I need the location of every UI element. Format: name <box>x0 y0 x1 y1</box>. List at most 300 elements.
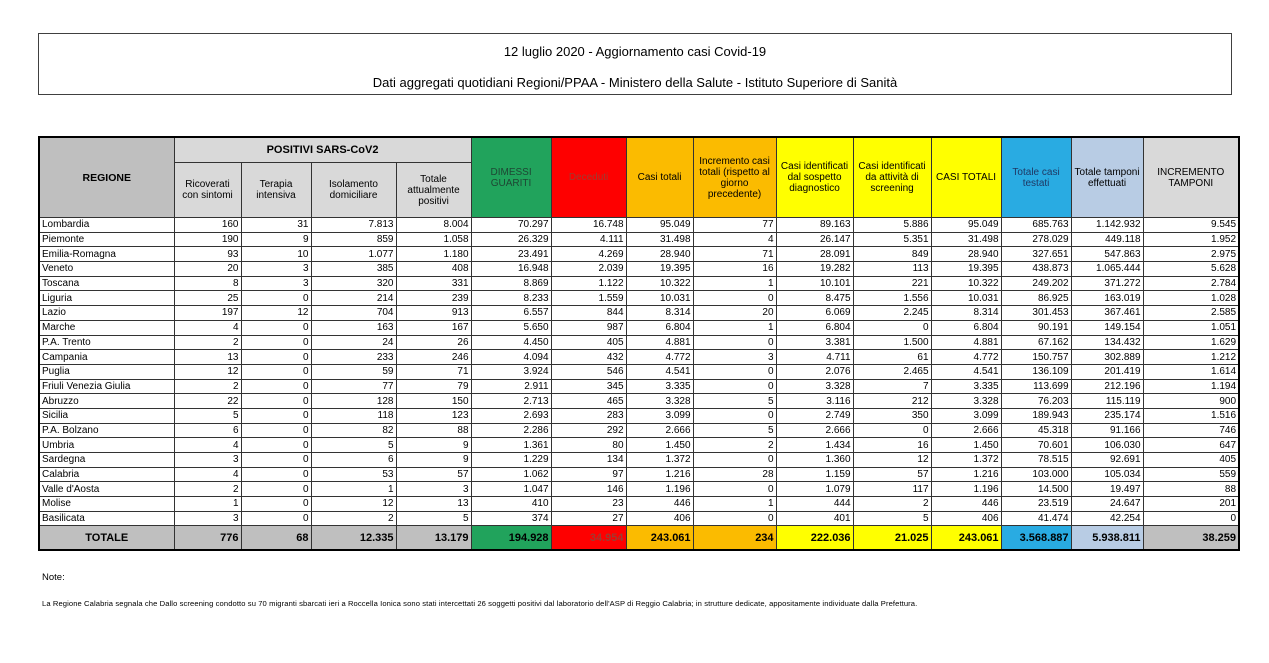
notes-heading: Note: <box>42 572 65 583</box>
value-cell: 3.924 <box>471 364 551 379</box>
value-cell: 26.329 <box>471 232 551 247</box>
value-cell: 1.500 <box>853 335 931 350</box>
value-cell: 1.229 <box>471 453 551 468</box>
value-cell: 61 <box>853 350 931 365</box>
value-cell: 900 <box>1143 394 1239 409</box>
totals-label: TOTALE <box>39 526 174 551</box>
value-cell: 0 <box>241 453 311 468</box>
total-value-cell: 243.061 <box>626 526 693 551</box>
value-cell: 0 <box>853 423 931 438</box>
value-cell: 1.216 <box>931 467 1001 482</box>
value-cell: 6 <box>311 453 396 468</box>
value-cell: 249.202 <box>1001 276 1071 291</box>
value-cell: 233 <box>311 350 396 365</box>
col-header-totale-tamponi: Totale tamponi effettuati <box>1071 137 1143 218</box>
value-cell: 465 <box>551 394 626 409</box>
col-header-casi-sospetto-diagnostico: Casi identificati dal sospetto diagnostico <box>776 137 853 218</box>
value-cell: 1.629 <box>1143 335 1239 350</box>
value-cell: 3.099 <box>626 408 693 423</box>
value-cell: 71 <box>693 247 776 262</box>
value-cell: 97 <box>551 467 626 482</box>
value-cell: 2.911 <box>471 379 551 394</box>
value-cell: 2 <box>693 438 776 453</box>
value-cell: 24.647 <box>1071 497 1143 512</box>
value-cell: 5.650 <box>471 320 551 335</box>
value-cell: 113.699 <box>1001 379 1071 394</box>
value-cell: 115.119 <box>1071 394 1143 409</box>
region-name: Calabria <box>39 467 174 482</box>
table-row <box>39 306 1239 321</box>
total-value-cell: 776 <box>174 526 241 551</box>
value-cell: 350 <box>853 408 931 423</box>
value-cell: 13 <box>174 350 241 365</box>
value-cell: 1.614 <box>1143 364 1239 379</box>
value-cell: 12 <box>241 306 311 321</box>
value-cell: 292 <box>551 423 626 438</box>
value-cell: 6.557 <box>471 306 551 321</box>
value-cell: 4.772 <box>626 350 693 365</box>
value-cell: 3.381 <box>776 335 853 350</box>
table-row <box>39 467 1239 482</box>
value-cell: 20 <box>174 262 241 277</box>
value-cell: 57 <box>853 467 931 482</box>
value-cell: 559 <box>1143 467 1239 482</box>
table-row <box>39 276 1239 291</box>
total-value-cell: 12.335 <box>311 526 396 551</box>
table-row <box>39 320 1239 335</box>
value-cell: 0 <box>693 335 776 350</box>
value-cell: 4.094 <box>471 350 551 365</box>
value-cell: 19.282 <box>776 262 853 277</box>
value-cell: 987 <box>551 320 626 335</box>
value-cell: 6 <box>174 423 241 438</box>
region-name: Toscana <box>39 276 174 291</box>
table-row <box>39 379 1239 394</box>
value-cell: 3.328 <box>626 394 693 409</box>
value-cell: 31.498 <box>626 232 693 247</box>
value-cell: 42.254 <box>1071 511 1143 526</box>
value-cell: 0 <box>241 482 311 497</box>
value-cell: 128 <box>311 394 396 409</box>
value-cell: 449.118 <box>1071 232 1143 247</box>
value-cell: 163 <box>311 320 396 335</box>
value-cell: 2 <box>174 482 241 497</box>
value-cell: 6.069 <box>776 306 853 321</box>
region-name: Puglia <box>39 364 174 379</box>
col-group-positivi-sars-cov2: POSITIVI SARS-CoV2 <box>174 137 471 163</box>
value-cell: 1.450 <box>931 438 1001 453</box>
table-row <box>39 218 1239 233</box>
value-cell: 647 <box>1143 438 1239 453</box>
value-cell: 31 <box>241 218 311 233</box>
value-cell: 331 <box>396 276 471 291</box>
value-cell: 150.757 <box>1001 350 1071 365</box>
total-value-cell: 3.568.887 <box>1001 526 1071 551</box>
value-cell: 408 <box>396 262 471 277</box>
value-cell: 1.360 <box>776 453 853 468</box>
value-cell: 190 <box>174 232 241 247</box>
value-cell: 3 <box>396 482 471 497</box>
value-cell: 2.749 <box>776 408 853 423</box>
col-header-casi-totali-caps: CASI TOTALI <box>931 137 1001 218</box>
value-cell: 2.245 <box>853 306 931 321</box>
value-cell: 105.034 <box>1071 467 1143 482</box>
value-cell: 432 <box>551 350 626 365</box>
value-cell: 1.180 <box>396 247 471 262</box>
value-cell: 1 <box>311 482 396 497</box>
value-cell: 10.322 <box>931 276 1001 291</box>
value-cell: 8.004 <box>396 218 471 233</box>
value-cell: 0 <box>241 364 311 379</box>
value-cell: 117 <box>853 482 931 497</box>
value-cell: 405 <box>551 335 626 350</box>
table-row <box>39 408 1239 423</box>
value-cell: 0 <box>241 394 311 409</box>
value-cell: 0 <box>241 511 311 526</box>
value-cell: 150 <box>396 394 471 409</box>
value-cell: 80 <box>551 438 626 453</box>
value-cell: 134.432 <box>1071 335 1143 350</box>
value-cell: 2 <box>311 511 396 526</box>
region-name: P.A. Trento <box>39 335 174 350</box>
table-row <box>39 394 1239 409</box>
value-cell: 0 <box>241 379 311 394</box>
value-cell: 82 <box>311 423 396 438</box>
value-cell: 12 <box>311 497 396 512</box>
value-cell: 1.058 <box>396 232 471 247</box>
value-cell: 25 <box>174 291 241 306</box>
value-cell: 95.049 <box>626 218 693 233</box>
value-cell: 235.174 <box>1071 408 1143 423</box>
value-cell: 134 <box>551 453 626 468</box>
value-cell: 1.559 <box>551 291 626 306</box>
value-cell: 95.049 <box>931 218 1001 233</box>
region-name: Umbria <box>39 438 174 453</box>
value-cell: 113 <box>853 262 931 277</box>
value-cell: 1.159 <box>776 467 853 482</box>
table-row <box>39 364 1239 379</box>
value-cell: 6.804 <box>776 320 853 335</box>
value-cell: 1.434 <box>776 438 853 453</box>
value-cell: 1.028 <box>1143 291 1239 306</box>
report-title: 12 luglio 2020 - Aggiornamento casi Covid-19 <box>503 44 767 59</box>
region-name: Valle d'Aosta <box>39 482 174 497</box>
value-cell: 3.328 <box>931 394 1001 409</box>
value-cell: 4.111 <box>551 232 626 247</box>
value-cell: 136.109 <box>1001 364 1071 379</box>
value-cell: 1.556 <box>853 291 931 306</box>
value-cell: 1 <box>693 276 776 291</box>
region-name: Molise <box>39 497 174 512</box>
total-value-cell: 13.179 <box>396 526 471 551</box>
value-cell: 1.196 <box>931 482 1001 497</box>
value-cell: 1.196 <box>626 482 693 497</box>
value-cell: 14.500 <box>1001 482 1071 497</box>
value-cell: 16.948 <box>471 262 551 277</box>
table-row <box>39 482 1239 497</box>
value-cell: 4.881 <box>931 335 1001 350</box>
value-cell: 9 <box>241 232 311 247</box>
col-header-dimessi-guariti: DIMESSI GUARITI <box>471 137 551 218</box>
value-cell: 278.029 <box>1001 232 1071 247</box>
value-cell: 59 <box>311 364 396 379</box>
value-cell: 7.813 <box>311 218 396 233</box>
value-cell: 1.122 <box>551 276 626 291</box>
value-cell: 2.585 <box>1143 306 1239 321</box>
value-cell: 19.395 <box>931 262 1001 277</box>
value-cell: 547.863 <box>1071 247 1143 262</box>
region-name: Lombardia <box>39 218 174 233</box>
value-cell: 106.030 <box>1071 438 1143 453</box>
value-cell: 2.666 <box>626 423 693 438</box>
value-cell: 4.711 <box>776 350 853 365</box>
value-cell: 704 <box>311 306 396 321</box>
value-cell: 367.461 <box>1071 306 1143 321</box>
value-cell: 28.091 <box>776 247 853 262</box>
value-cell: 0 <box>241 408 311 423</box>
value-cell: 10 <box>241 247 311 262</box>
region-name: Liguria <box>39 291 174 306</box>
col-header-totale-attualmente-positivi: Totale attualmente positivi <box>396 163 471 218</box>
value-cell: 24 <box>311 335 396 350</box>
value-cell: 844 <box>551 306 626 321</box>
value-cell: 5.628 <box>1143 262 1239 277</box>
value-cell: 23.519 <box>1001 497 1071 512</box>
value-cell: 6.804 <box>931 320 1001 335</box>
col-header-incremento-casi: Incremento casi totali (rispetto al giorno precedente) <box>693 137 776 218</box>
value-cell: 41.474 <box>1001 511 1071 526</box>
value-cell: 239 <box>396 291 471 306</box>
value-cell: 91.166 <box>1071 423 1143 438</box>
col-header-incremento-tamponi: INCREMENTO TAMPONI <box>1143 137 1239 218</box>
value-cell: 4.881 <box>626 335 693 350</box>
value-cell: 8.869 <box>471 276 551 291</box>
value-cell: 3 <box>174 511 241 526</box>
value-cell: 12 <box>853 453 931 468</box>
value-cell: 1.142.932 <box>1071 218 1143 233</box>
value-cell: 1.450 <box>626 438 693 453</box>
value-cell: 201.419 <box>1071 364 1143 379</box>
total-value-cell: 194.928 <box>471 526 551 551</box>
value-cell: 1.372 <box>626 453 693 468</box>
value-cell: 10.031 <box>931 291 1001 306</box>
total-value-cell: 21.025 <box>853 526 931 551</box>
value-cell: 12 <box>174 364 241 379</box>
value-cell: 1.952 <box>1143 232 1239 247</box>
value-cell: 1.077 <box>311 247 396 262</box>
table-row <box>39 262 1239 277</box>
value-cell: 2 <box>174 335 241 350</box>
region-name: Piemonte <box>39 232 174 247</box>
value-cell: 2 <box>853 497 931 512</box>
value-cell: 0 <box>241 291 311 306</box>
value-cell: 2.713 <box>471 394 551 409</box>
value-cell: 1.516 <box>1143 408 1239 423</box>
value-cell: 10.101 <box>776 276 853 291</box>
value-cell: 149.154 <box>1071 320 1143 335</box>
value-cell: 5 <box>693 423 776 438</box>
value-cell: 2 <box>174 379 241 394</box>
value-cell: 167 <box>396 320 471 335</box>
region-name: Marche <box>39 320 174 335</box>
value-cell: 0 <box>693 379 776 394</box>
region-name: Friuli Venezia Giulia <box>39 379 174 394</box>
table-row <box>39 247 1239 262</box>
value-cell: 1 <box>693 497 776 512</box>
value-cell: 5 <box>396 511 471 526</box>
value-cell: 79 <box>396 379 471 394</box>
value-cell: 160 <box>174 218 241 233</box>
value-cell: 28.940 <box>626 247 693 262</box>
value-cell: 913 <box>396 306 471 321</box>
report-subtitle: Dati aggregati quotidiani Regioni/PPAA - Ministero della Salute - Istituto Superiore di Sanità <box>372 75 898 90</box>
value-cell: 0 <box>241 438 311 453</box>
total-value-cell: 68 <box>241 526 311 551</box>
value-cell: 146 <box>551 482 626 497</box>
value-cell: 1 <box>174 497 241 512</box>
value-cell: 28.940 <box>931 247 1001 262</box>
value-cell: 0 <box>693 364 776 379</box>
col-header-ricoverati-con-sintomi: Ricoverati con sintomi <box>174 163 241 218</box>
table-row <box>39 438 1239 453</box>
value-cell: 27 <box>551 511 626 526</box>
value-cell: 103.000 <box>1001 467 1071 482</box>
value-cell: 0 <box>241 467 311 482</box>
value-cell: 4.541 <box>931 364 1001 379</box>
value-cell: 23.491 <box>471 247 551 262</box>
value-cell: 88 <box>396 423 471 438</box>
value-cell: 320 <box>311 276 396 291</box>
value-cell: 16 <box>853 438 931 453</box>
value-cell: 374 <box>471 511 551 526</box>
value-cell: 5 <box>853 511 931 526</box>
value-cell: 301.453 <box>1001 306 1071 321</box>
value-cell: 10.322 <box>626 276 693 291</box>
value-cell: 3.335 <box>626 379 693 394</box>
value-cell: 1 <box>693 320 776 335</box>
value-cell: 16.748 <box>551 218 626 233</box>
region-name: Abruzzo <box>39 394 174 409</box>
value-cell: 13 <box>396 497 471 512</box>
col-header-casi-screening: Casi identificati da attività di screening <box>853 137 931 218</box>
col-header-terapia-intensiva: Terapia intensiva <box>241 163 311 218</box>
value-cell: 406 <box>931 511 1001 526</box>
value-cell: 93 <box>174 247 241 262</box>
value-cell: 2.666 <box>931 423 1001 438</box>
value-cell: 0 <box>241 497 311 512</box>
value-cell: 8.314 <box>931 306 1001 321</box>
col-header-casi-totali: Casi totali <box>626 137 693 218</box>
notes-section <box>42 572 1242 608</box>
value-cell: 849 <box>853 247 931 262</box>
col-header-isolamento-domiciliare: Isolamento domiciliare <box>311 163 396 218</box>
value-cell: 2.286 <box>471 423 551 438</box>
value-cell: 401 <box>776 511 853 526</box>
value-cell: 189.943 <box>1001 408 1071 423</box>
value-cell: 2.666 <box>776 423 853 438</box>
value-cell: 4 <box>174 320 241 335</box>
value-cell: 1.216 <box>626 467 693 482</box>
value-cell: 5.351 <box>853 232 931 247</box>
totals-row <box>39 526 1239 551</box>
value-cell: 89.163 <box>776 218 853 233</box>
value-cell: 5 <box>174 408 241 423</box>
table-row <box>39 350 1239 365</box>
value-cell: 0 <box>693 291 776 306</box>
value-cell: 71 <box>396 364 471 379</box>
value-cell: 212 <box>853 394 931 409</box>
region-name: Sardegna <box>39 453 174 468</box>
col-header-totale-casi-testati: Totale casi testati <box>1001 137 1071 218</box>
value-cell: 23 <box>551 497 626 512</box>
value-cell: 6.804 <box>626 320 693 335</box>
value-cell: 3 <box>174 453 241 468</box>
region-name: Emilia-Romagna <box>39 247 174 262</box>
value-cell: 92.691 <box>1071 453 1143 468</box>
value-cell: 410 <box>471 497 551 512</box>
value-cell: 685.763 <box>1001 218 1071 233</box>
value-cell: 4.450 <box>471 335 551 350</box>
value-cell: 201 <box>1143 497 1239 512</box>
value-cell: 163.019 <box>1071 291 1143 306</box>
value-cell: 123 <box>396 408 471 423</box>
total-value-cell: 34.954 <box>551 526 626 551</box>
value-cell: 1.062 <box>471 467 551 482</box>
value-cell: 9 <box>396 438 471 453</box>
value-cell: 70.601 <box>1001 438 1071 453</box>
value-cell: 327.651 <box>1001 247 1071 262</box>
value-cell: 8.233 <box>471 291 551 306</box>
value-cell: 28 <box>693 467 776 482</box>
value-cell: 0 <box>1143 511 1239 526</box>
value-cell: 2.975 <box>1143 247 1239 262</box>
value-cell: 19.497 <box>1071 482 1143 497</box>
value-cell: 0 <box>853 320 931 335</box>
value-cell: 546 <box>551 364 626 379</box>
value-cell: 22 <box>174 394 241 409</box>
value-cell: 57 <box>396 467 471 482</box>
value-cell: 371.272 <box>1071 276 1143 291</box>
value-cell: 444 <box>776 497 853 512</box>
value-cell: 20 <box>693 306 776 321</box>
value-cell: 5.886 <box>853 218 931 233</box>
value-cell: 2.465 <box>853 364 931 379</box>
col-header-deceduti: Deceduti <box>551 137 626 218</box>
total-value-cell: 38.259 <box>1143 526 1239 551</box>
value-cell: 1.361 <box>471 438 551 453</box>
value-cell: 406 <box>626 511 693 526</box>
value-cell: 2.039 <box>551 262 626 277</box>
value-cell: 446 <box>931 497 1001 512</box>
covid-data-table <box>38 136 1240 551</box>
table-row <box>39 423 1239 438</box>
value-cell: 4.541 <box>626 364 693 379</box>
table-row <box>39 511 1239 526</box>
value-cell: 246 <box>396 350 471 365</box>
value-cell: 2.693 <box>471 408 551 423</box>
value-cell: 1.372 <box>931 453 1001 468</box>
value-cell: 31.498 <box>931 232 1001 247</box>
value-cell: 302.889 <box>1071 350 1143 365</box>
value-cell: 4 <box>693 232 776 247</box>
value-cell: 0 <box>693 408 776 423</box>
report-title-box <box>38 33 1232 95</box>
value-cell: 221 <box>853 276 931 291</box>
value-cell: 7 <box>853 379 931 394</box>
value-cell: 2.784 <box>1143 276 1239 291</box>
value-cell: 3.116 <box>776 394 853 409</box>
value-cell: 1.079 <box>776 482 853 497</box>
